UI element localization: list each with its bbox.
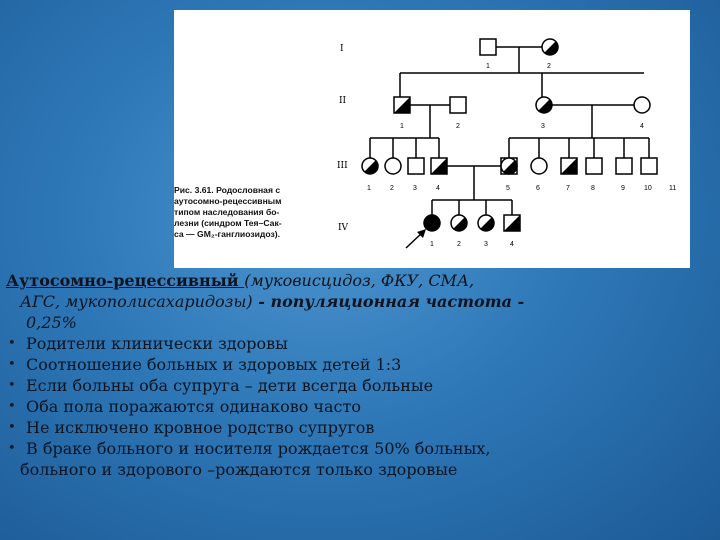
inheritance-heading: [6, 270, 716, 333]
gen3-number: 1: [367, 185, 371, 192]
gen3-number: 8: [591, 185, 595, 192]
gen3-number: 7: [566, 185, 570, 192]
gen2-female-4: [634, 97, 650, 113]
gen3-male-3: [408, 158, 424, 174]
gen4-number: 1: [430, 241, 434, 248]
bullet-icon: •: [8, 441, 16, 456]
gen4-number: 3: [484, 241, 488, 248]
caption-line: лезни (синдром Тея–Сак-: [174, 218, 282, 228]
caption-line: са — GM₂-ганглиозидоз).: [174, 229, 281, 239]
gen3-number: 3: [413, 185, 417, 192]
gen3-female-2: [385, 158, 401, 174]
properties-list: [6, 333, 716, 480]
gen3-male-9: [586, 158, 602, 174]
gen3-number: 5: [506, 185, 510, 192]
list-item: • Родители клинически здоровы: [8, 334, 288, 353]
gen3-number: 9: [621, 185, 625, 192]
gen1-number: 1: [486, 63, 490, 70]
generation-label-IV: IV: [338, 223, 349, 233]
generation-label-III: III: [337, 161, 348, 171]
heading-frequency: - популяционная частота -: [252, 292, 525, 311]
figure-caption: [174, 185, 322, 240]
list-item: • В браке больного и носителя рождается 50% больных, больного и здорового –рождаются только здоровые: [6, 438, 716, 480]
caption-line: Рис. 3.61. Родословная с: [174, 185, 281, 195]
bullet-icon: •: [8, 378, 16, 393]
gen1-number: 2: [547, 63, 551, 70]
bullet-icon: •: [8, 399, 16, 414]
gen3-male-8-carrier: [561, 158, 577, 174]
gen3-male-11: [641, 158, 657, 174]
gen4-female-3-carrier: [478, 215, 494, 231]
gen1-female-2-carrier: [542, 39, 558, 55]
pedigree-figure: [174, 10, 690, 268]
gen4-male-4-carrier: [504, 215, 520, 231]
gen2-male-2: [450, 97, 466, 113]
gen4-number: 4: [510, 241, 514, 248]
gen3-female-7: [531, 158, 547, 174]
caption-line: аутосомно-рецессивным: [174, 196, 282, 206]
list-item: • Не исключено кровное родство супругов: [8, 418, 375, 437]
heading-diseases: (муковисцидоз, ФКУ, СМА,: [244, 271, 475, 290]
generation-label-I: I: [340, 44, 344, 54]
gen2-male-1-carrier: [394, 97, 410, 113]
gen2-female-3-carrier: [536, 97, 552, 113]
gen3-male-4-carrier: [431, 158, 447, 174]
generation-label-II: II: [339, 96, 347, 106]
gen3-number: 4: [436, 185, 440, 192]
bullet-icon: •: [8, 336, 16, 351]
gen3-number: 11: [669, 185, 677, 192]
gen3-female-1-carrier: [362, 158, 378, 174]
gen2-number: 4: [640, 123, 644, 130]
gen3-male-10: [616, 158, 632, 174]
list-item: • Если больны оба супруга – дети всегда больные: [8, 376, 434, 395]
list-item-continuation: больного и здорового –рождаются только здоровые: [20, 460, 458, 479]
gen4-number: 2: [457, 241, 461, 248]
list-item: • Соотношение больных и здоровых детей 1:3: [8, 355, 402, 374]
bullet-icon: •: [8, 357, 16, 372]
heading-diseases-cont: АГС, мукополисахаридозы): [20, 292, 253, 311]
gen3-number: 2: [390, 185, 394, 192]
heading-frequency-value: 0,25%: [26, 313, 77, 332]
gen4-female-1-affected: [424, 215, 440, 231]
gen2-number: 3: [541, 123, 545, 130]
gen3-number: 6: [536, 185, 540, 192]
bullet-icon: •: [8, 420, 16, 435]
gen2-number: 1: [400, 123, 404, 130]
gen1-male-1: [480, 39, 496, 55]
list-item: • Оба пола поражаются одинаково часто: [8, 397, 361, 416]
proband-arrow-icon: [406, 229, 426, 248]
heading-term: Аутосомно-рецессивный: [6, 271, 245, 290]
gen2-number: 2: [456, 123, 460, 130]
gen3-female-6-carrier: [501, 158, 517, 174]
gen3-number: 10: [644, 185, 652, 192]
caption-line: типом наследования бо-: [174, 207, 280, 217]
slide-text: [6, 270, 716, 480]
gen4-female-2-carrier: [451, 215, 467, 231]
